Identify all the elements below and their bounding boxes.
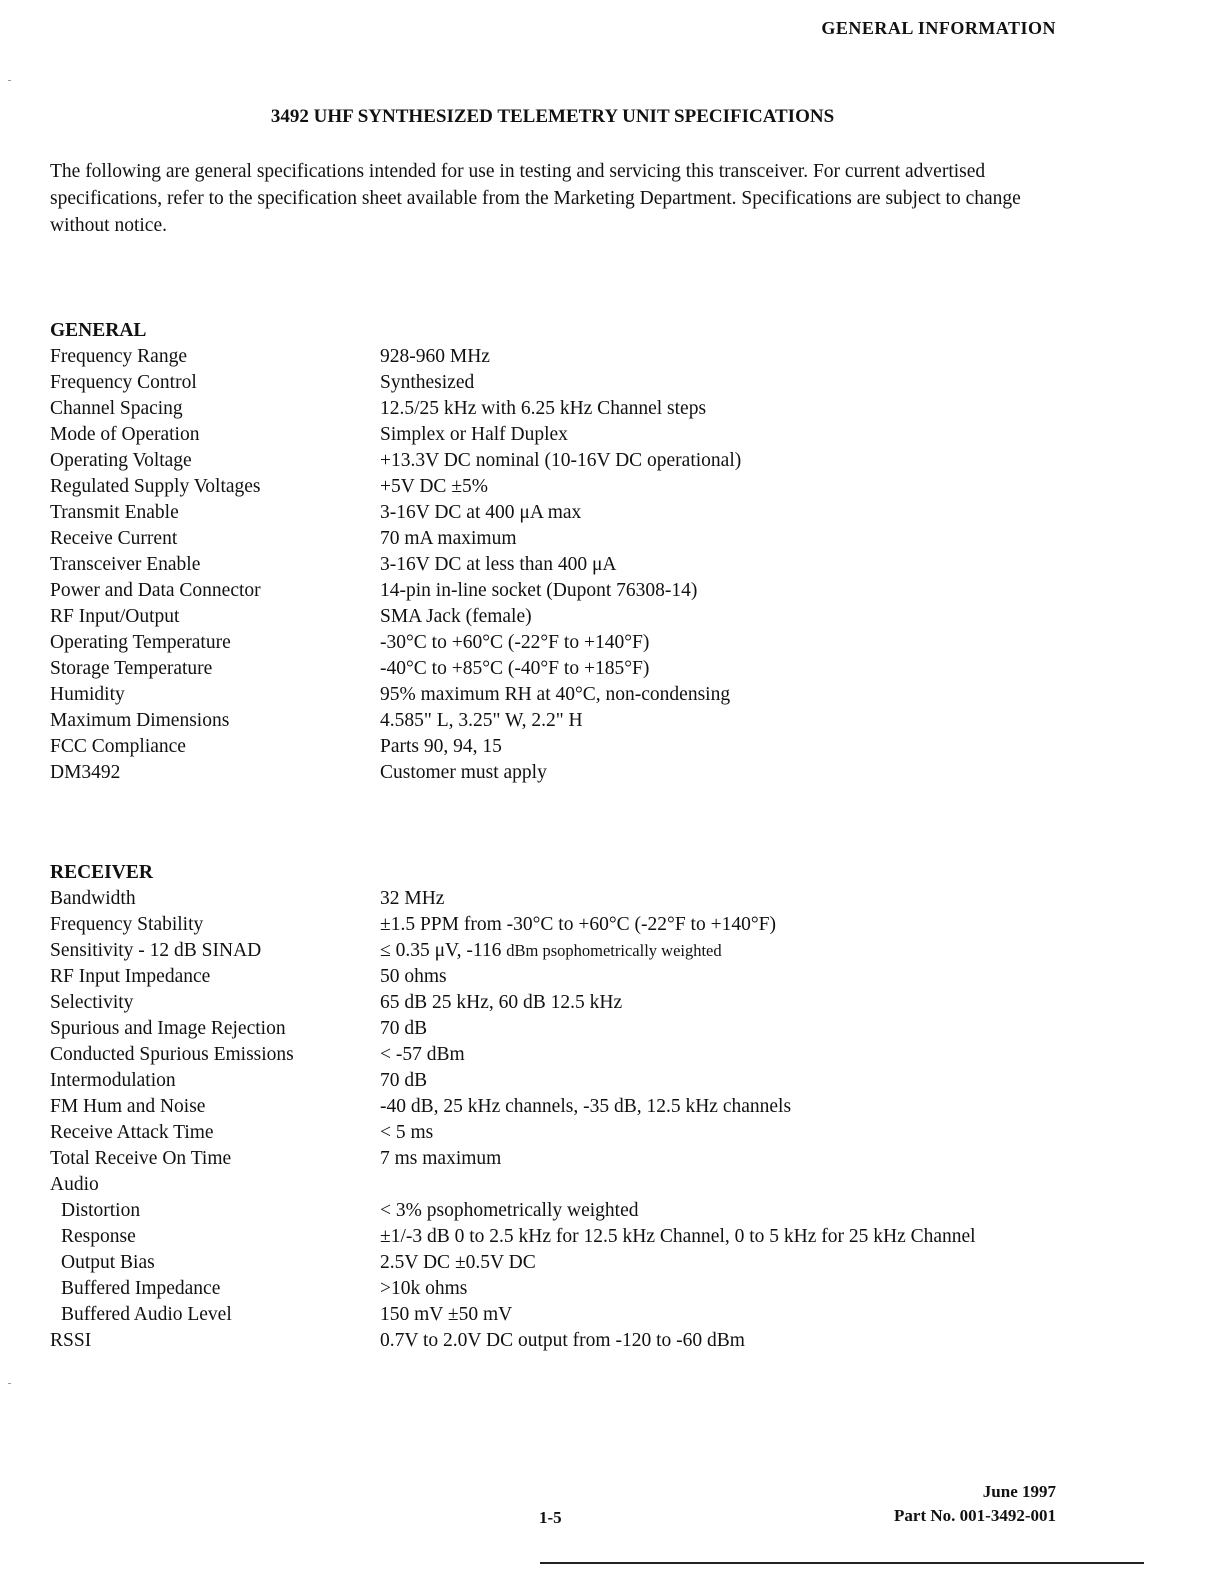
spec-row [50,734,1110,760]
spec-label: Receive Attack Time [50,1122,214,1143]
spec-row [50,578,1110,604]
page-title: 3492 UHF SYNTHESIZED TELEMETRY UNIT SPECIFICATIONS [270,106,835,127]
spec-value: 65 dB 25 kHz, 60 dB 12.5 kHz [380,992,623,1013]
spec-row [50,370,1110,396]
spec-label: RF Input Impedance [50,966,211,987]
spec-label: FCC Compliance [50,736,186,757]
spec-row [50,526,1110,552]
spec-value: -40°C to +85°C (-40°F to +185°F) [380,658,650,679]
spec-label: Intermodulation [50,1070,176,1091]
spec-row [50,1094,1110,1120]
spec-value: >10k ohms [380,1278,468,1299]
spec-value: ±1.5 PPM from -30°C to +60°C (-22°F to +140°F) [380,914,776,935]
spec-value: 50 ohms [380,966,447,987]
footer-date: June 1997 [982,1482,1056,1501]
spec-value [380,938,1110,964]
spec-row [50,912,1110,938]
receiver-heading: RECEIVER [50,862,153,883]
spec-row [50,630,1110,656]
spec-value: < 5 ms [380,1122,434,1143]
spec-label: Humidity [50,684,125,705]
spec-label: RF Input/Output [50,606,180,627]
spec-row [50,1016,1110,1042]
spec-row [50,682,1110,708]
spec-value: 3-16V DC at less than 400 μA [380,554,617,575]
spec-row [50,1146,1110,1172]
spec-row [50,708,1110,734]
spec-value: Customer must apply [380,762,547,783]
spec-value: 7 ms maximum [380,1148,502,1169]
spec-label: Frequency Control [50,372,197,393]
spec-row [50,1068,1110,1094]
spec-value: < -57 dBm [380,1044,465,1065]
spec-value: 0.7V to 2.0V DC output from -120 to -60 dBm [380,1330,745,1351]
spec-row [50,656,1110,682]
scan-mark [8,80,11,81]
spec-value: 32 MHz [380,888,445,909]
spec-value: 95% maximum RH at 40°C, non-condensing [380,684,731,705]
spec-label: Conducted Spurious Emissions [50,1044,294,1065]
scan-mark [8,1383,11,1384]
spec-label: Storage Temperature [50,658,213,679]
spec-row [50,1276,1110,1302]
spec-value: 2.5V DC ±0.5V DC [380,1252,536,1273]
spec-row [50,396,1110,422]
spec-row [50,1328,1110,1354]
spec-value: 14-pin in-line socket (Dupont 76308-14) [380,580,698,601]
spec-value-note: dBm psophometrically weighted [506,941,722,960]
spec-label: Buffered Impedance [61,1278,221,1299]
spec-row [50,422,1110,448]
spec-label: Sensitivity - 12 dB SINAD [50,940,262,961]
spec-value: 70 dB [380,1070,428,1091]
spec-value: 3-16V DC at 400 μA max [380,502,582,523]
spec-row [50,448,1110,474]
spec-label: Operating Voltage [50,450,192,471]
spec-row [50,1198,1110,1224]
spec-label: Distortion [61,1200,141,1221]
spec-row [50,964,1110,990]
spec-value: +13.3V DC nominal (10-16V DC operational) [380,450,742,471]
spec-row [50,1172,1110,1198]
spec-label: Buffered Audio Level [61,1304,232,1325]
general-heading: GENERAL [50,320,147,341]
spec-label: Frequency Range [50,346,187,367]
spec-row [50,552,1110,578]
spec-label: Response [61,1226,136,1247]
receiver-section [50,860,1110,1354]
spec-row [50,1042,1110,1068]
spec-value: -40 dB, 25 kHz channels, -35 dB, 12.5 kHz channels [380,1096,792,1117]
spec-row [50,344,1110,370]
spec-row [50,886,1110,912]
spec-row [50,500,1110,526]
spec-label: Regulated Supply Voltages [50,476,261,497]
spec-value: 70 dB [380,1018,428,1039]
spec-value: < 3% psophometrically weighted [380,1200,639,1221]
spec-value: Synthesized [380,372,475,393]
spec-value: 4.585" L, 3.25" W, 2.2" H [380,710,583,731]
spec-value: 150 mV ±50 mV [380,1304,513,1325]
spec-value: -30°C to +60°C (-22°F to +140°F) [380,632,650,653]
spec-row [50,604,1110,630]
spec-row [50,474,1110,500]
spec-value: 70 mA maximum [380,528,517,549]
spec-label: Selectivity [50,992,134,1013]
spec-label: Mode of Operation [50,424,200,445]
spec-label: Frequency Stability [50,914,204,935]
spec-value: Simplex or Half Duplex [380,424,568,445]
general-section [50,318,1110,786]
spec-label: Bandwidth [50,888,136,909]
spec-value: 12.5/25 kHz with 6.25 kHz Channel steps [380,398,707,419]
spec-value [380,1172,1110,1198]
intro-paragraph: The following are general specifications intended for use in testing and servicing this transceiver. For current advertised specifications, refer to the specification sheet available from the Marketing Department. Specifications are subject to change without notice. [50,161,1021,236]
spec-label: Receive Current [50,528,178,549]
spec-row [50,760,1110,786]
spec-row [50,1224,1110,1250]
spec-label: Audio [50,1174,99,1195]
spec-label: Operating Temperature [50,632,231,653]
spec-label: Output Bias [61,1252,155,1273]
section-header: GENERAL INFORMATION [821,18,1056,38]
spec-label: RSSI [50,1330,92,1351]
page-number: 1-5 [539,1508,562,1527]
spec-label: Channel Spacing [50,398,183,419]
footer-rule [540,1562,1144,1564]
spec-row [50,1120,1110,1146]
spec-row [50,938,1110,964]
spec-value: +5V DC ±5% [380,476,489,497]
spec-row [50,1250,1110,1276]
spec-label: Power and Data Connector [50,580,261,601]
spec-label: Spurious and Image Rejection [50,1018,286,1039]
part-number: Part No. 001-3492-001 [894,1506,1056,1525]
spec-value-main: ≤ 0.35 μV, -116 [380,940,502,961]
spec-value: 928-960 MHz [380,346,490,367]
spec-value: Parts 90, 94, 15 [380,736,502,757]
spec-label: Transceiver Enable [50,554,201,575]
spec-value: ±1/-3 dB 0 to 2.5 kHz for 12.5 kHz Channel, 0 to 5 kHz for 25 kHz Channel [380,1226,976,1247]
spec-label: Maximum Dimensions [50,710,230,731]
spec-row [50,990,1110,1016]
spec-label: Total Receive On Time [50,1148,232,1169]
spec-label: FM Hum and Noise [50,1096,206,1117]
spec-label: DM3492 [50,762,121,783]
spec-row [50,1302,1110,1328]
spec-label: Transmit Enable [50,502,179,523]
spec-value: SMA Jack (female) [380,606,532,627]
